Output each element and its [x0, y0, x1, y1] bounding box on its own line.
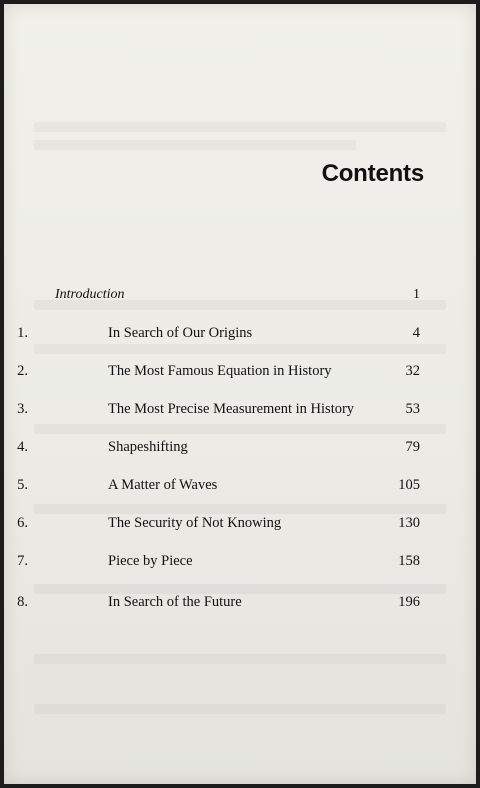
toc-chapter-row: [4, 553, 420, 577]
show-through-line: [34, 140, 356, 150]
show-through-line: [34, 654, 446, 664]
book-page: [4, 4, 476, 784]
toc-entry-introduction: [55, 287, 420, 309]
toc-chapter-row: [4, 594, 420, 618]
chapter-number: 2.: [17, 363, 28, 379]
chapter-title: In Search of Our Origins: [108, 325, 253, 341]
show-through-line: [34, 704, 446, 714]
chapter-page: 196: [398, 594, 420, 610]
chapter-page: 105: [398, 477, 420, 493]
toc-entry-page: 1: [413, 287, 420, 302]
chapter-page: 158: [398, 553, 420, 569]
show-through-line: [34, 584, 446, 594]
toc-chapter-row: [4, 363, 420, 387]
chapter-title: A Matter of Waves: [108, 477, 218, 493]
chapter-title: Shapeshifting: [108, 439, 188, 455]
toc-entry-title: Introduction: [55, 287, 125, 302]
chapter-title: The Most Precise Measurement in History: [108, 401, 355, 417]
chapter-page: 79: [405, 439, 420, 455]
toc-chapter-row: [4, 401, 420, 425]
chapter-number: 7.: [17, 553, 28, 569]
chapter-number: 1.: [17, 325, 28, 341]
show-through-line: [34, 122, 446, 132]
chapter-title: In Search of the Future: [108, 594, 242, 610]
toc-chapter-row: [4, 477, 420, 501]
chapter-number: 3.: [17, 401, 28, 417]
toc-chapter-row: [4, 325, 420, 349]
chapter-title: Piece by Piece: [108, 553, 193, 569]
show-through-line: [34, 424, 446, 434]
chapter-number: 6.: [17, 515, 28, 531]
chapter-page: 32: [405, 363, 420, 379]
chapter-number: 4.: [17, 439, 28, 455]
chapter-title: The Most Famous Equation in History: [108, 363, 332, 379]
page-title: Contents: [321, 160, 424, 187]
chapter-number: 5.: [17, 477, 28, 493]
chapter-page: 130: [398, 515, 420, 531]
toc-chapter-row: [4, 515, 420, 539]
chapter-page: 53: [405, 401, 420, 417]
show-through-line: [34, 504, 446, 514]
chapter-page: 4: [412, 325, 420, 341]
chapter-title: The Security of Not Knowing: [108, 515, 282, 531]
chapter-number: 8.: [17, 594, 28, 610]
toc-chapter-row: [4, 439, 420, 463]
